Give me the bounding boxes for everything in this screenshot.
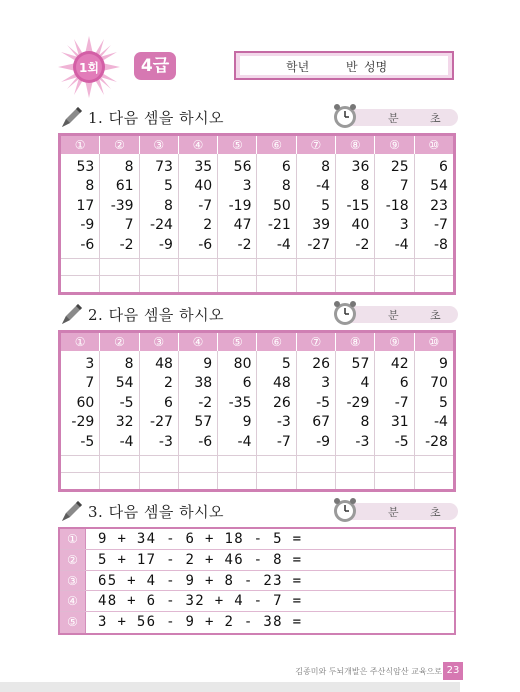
sun-round-badge — [58, 36, 120, 98]
problem-number: -5 — [316, 394, 331, 411]
section-3-timer — [330, 496, 458, 524]
answer-cell[interactable] — [140, 259, 179, 275]
problem-number: -28 — [425, 433, 448, 450]
problem-number: 57 — [194, 414, 213, 431]
problem-number: 5 — [163, 178, 173, 195]
column-number: ⑩ — [428, 335, 440, 349]
answer-cell[interactable] — [61, 276, 100, 292]
expression-row — [60, 571, 454, 592]
problem-column — [100, 154, 139, 258]
answer-row — [61, 275, 453, 292]
problem-number: 56 — [233, 159, 252, 175]
problem-number: 7 — [124, 217, 134, 234]
problem-number: 8 — [163, 197, 173, 214]
problem-number: -3 — [355, 433, 370, 450]
grid-header-row — [61, 136, 453, 154]
answer-cell[interactable] — [61, 473, 100, 489]
answer-cell[interactable] — [297, 473, 336, 489]
section-2-timer — [330, 299, 458, 327]
answer-row — [61, 472, 453, 489]
problem-number: 9 — [439, 356, 448, 372]
problem-number: -4 — [276, 236, 291, 253]
problem-number: -29 — [346, 394, 370, 411]
problem-number: 48 — [272, 375, 291, 392]
problem-number: 25 — [390, 159, 409, 175]
seconds-label: 초 — [430, 112, 441, 125]
problem-number: -6 — [198, 433, 213, 450]
problem-number: -5 — [394, 433, 409, 450]
column-number: ③ — [140, 136, 179, 154]
answer-cell[interactable] — [100, 259, 139, 275]
problem-number: 6 — [399, 375, 409, 392]
problem-column — [100, 351, 139, 455]
page-number: 23 — [443, 662, 463, 680]
problem-number: 67 — [312, 414, 331, 431]
problem-number: 17 — [76, 197, 95, 214]
problem-number: 5 — [281, 356, 291, 372]
problem-number: 3 — [85, 356, 95, 372]
problem-number: -9 — [80, 217, 95, 234]
problem-number: -4 — [316, 178, 331, 195]
problem-number: 2 — [163, 375, 173, 392]
problem-number: 8 — [85, 178, 95, 195]
problem-column — [415, 154, 453, 258]
column-number: ⑥ — [257, 136, 296, 154]
pencil-icon — [60, 105, 84, 129]
answer-cell[interactable] — [218, 259, 257, 275]
answer-cell[interactable] — [218, 276, 257, 292]
problem-number: 8 — [124, 159, 134, 175]
answer-cell[interactable] — [375, 456, 414, 472]
level-badge: 4급 — [134, 52, 176, 80]
class-label: 반 — [346, 60, 358, 74]
answer-cell[interactable] — [179, 456, 218, 472]
section-1-heading — [60, 104, 224, 130]
expression-row — [60, 529, 454, 550]
answer-cell[interactable] — [297, 259, 336, 275]
expression-number: ③ — [60, 571, 86, 591]
answer-cell[interactable] — [257, 276, 296, 292]
problem-number: 54 — [430, 178, 448, 195]
problem-column — [61, 154, 100, 258]
problem-number: 9 — [203, 356, 213, 372]
answer-cell[interactable] — [257, 456, 296, 472]
problem-column — [415, 351, 453, 455]
answer-cell[interactable] — [415, 276, 453, 292]
column-number: ⑨ — [375, 333, 414, 351]
expression-number: ⑤ — [60, 612, 86, 633]
section-1-title: 1. 다음 셈을 하시오 — [88, 108, 225, 127]
round-label: 1회 — [79, 61, 99, 75]
pencil-icon — [60, 302, 84, 326]
answer-cell[interactable] — [100, 276, 139, 292]
answer-cell[interactable] — [415, 456, 453, 472]
problem-number: 8 — [281, 178, 291, 195]
problem-number: -35 — [228, 394, 252, 411]
column-number: ⑨ — [375, 136, 414, 154]
answer-cell[interactable] — [218, 456, 257, 472]
problem-number: 3 — [242, 178, 252, 195]
problem-number: -19 — [228, 197, 252, 214]
expression-number: ① — [60, 529, 86, 549]
answer-cell[interactable] — [336, 276, 375, 292]
column-number: ① — [61, 333, 100, 351]
minutes-label: 분 — [388, 112, 399, 125]
problem-number: 42 — [390, 356, 409, 372]
answer-cell[interactable] — [375, 276, 414, 292]
problem-column — [336, 154, 375, 258]
problem-number: 6 — [163, 394, 173, 411]
problem-column — [375, 351, 414, 455]
pencil-icon — [60, 499, 84, 523]
answer-cell[interactable] — [61, 456, 100, 472]
problem-number: -29 — [71, 414, 95, 431]
problem-column — [218, 154, 257, 258]
problem-number: -2 — [119, 236, 134, 253]
problem-number: -4 — [394, 236, 409, 253]
footer-strip — [0, 682, 460, 692]
problem-number: 50 — [272, 197, 291, 214]
problem-number: -8 — [434, 236, 448, 253]
problem-number: 61 — [115, 178, 134, 195]
answer-cell[interactable] — [297, 456, 336, 472]
problem-number: -2 — [355, 236, 370, 253]
problem-number: 6 — [281, 159, 291, 175]
problem-number: -4 — [119, 433, 134, 450]
problem-number: 60 — [76, 394, 95, 411]
expression-text: 5 + 17 - 2 + 46 - 8 = — [98, 551, 303, 568]
column-number: ⑩ — [428, 138, 440, 152]
problem-number: -27 — [150, 414, 173, 431]
problem-number: 80 — [233, 356, 252, 372]
problem-column — [140, 351, 179, 455]
problem-number: 31 — [390, 414, 409, 431]
problem-number: 39 — [312, 217, 331, 234]
answer-cell[interactable] — [336, 456, 375, 472]
problem-number: 7 — [85, 375, 95, 392]
problem-number: 26 — [272, 394, 291, 411]
expression-text: 65 + 4 - 9 + 8 - 23 = — [98, 572, 303, 589]
problem-number: 2 — [203, 217, 213, 234]
problem-number: -39 — [110, 197, 134, 214]
answer-cell[interactable] — [336, 259, 375, 275]
problem-number: 4 — [360, 375, 370, 392]
problem-number: 8 — [360, 414, 370, 431]
problem-number: 7 — [399, 178, 409, 195]
answer-cell[interactable] — [415, 259, 453, 275]
problem-number: 48 — [155, 356, 173, 372]
problem-number: 70 — [430, 375, 448, 392]
answer-cell[interactable] — [336, 473, 375, 489]
answer-cell[interactable] — [140, 473, 179, 489]
problem-number: -4 — [237, 433, 252, 450]
expression-number: ④ — [60, 591, 86, 611]
problem-number: -9 — [158, 236, 173, 253]
problem-number: 9 — [242, 414, 252, 431]
answer-row — [61, 455, 453, 472]
alarm-clock-icon — [332, 299, 358, 327]
answer-cell[interactable] — [100, 473, 139, 489]
problem-column — [257, 351, 296, 455]
problem-number: 6 — [242, 375, 252, 392]
problem-number: -27 — [307, 236, 331, 253]
problem-number: -2 — [198, 394, 213, 411]
problem-column — [297, 351, 336, 455]
student-info-box — [234, 51, 454, 80]
problem-number: 26 — [312, 356, 331, 372]
problem-number: -7 — [198, 197, 213, 214]
problem-number: 3 — [399, 217, 409, 234]
problem-column — [257, 154, 296, 258]
problem-column — [140, 154, 179, 258]
answer-cell[interactable] — [179, 276, 218, 292]
alarm-clock-icon — [332, 102, 358, 130]
answer-cell[interactable] — [218, 473, 257, 489]
problem-number: 36 — [351, 159, 370, 175]
problem-number: 40 — [194, 178, 213, 195]
name-label: 성명 — [364, 60, 388, 74]
problem-column — [297, 154, 336, 258]
section-2-title: 2. 다음 셈을 하시오 — [88, 305, 225, 324]
expression-number: ② — [60, 550, 86, 570]
answer-row — [61, 258, 453, 275]
problem-column — [179, 154, 218, 258]
problem-number: 57 — [351, 356, 370, 372]
column-number: ④ — [179, 333, 218, 351]
expression-text: 3 + 56 - 9 + 2 - 38 = — [98, 614, 303, 631]
problem-number: 53 — [76, 159, 95, 175]
expression-row — [60, 591, 454, 612]
problem-number: 23 — [430, 197, 448, 214]
page-footer — [0, 662, 520, 692]
problem-number: -9 — [316, 433, 331, 450]
problem-number: 5 — [439, 394, 448, 411]
expression-row — [60, 612, 454, 633]
problem-number: -21 — [267, 217, 291, 234]
answer-cell[interactable] — [140, 456, 179, 472]
problem-number: 8 — [124, 356, 134, 372]
problem-number: 5 — [321, 197, 331, 214]
section-3-heading — [60, 498, 224, 524]
problem-number: 32 — [115, 414, 134, 431]
answer-cell[interactable] — [179, 259, 218, 275]
problem-number: 40 — [351, 217, 370, 234]
problem-number: -3 — [158, 433, 173, 450]
column-number: ⑥ — [257, 333, 296, 351]
answer-cell[interactable] — [415, 473, 453, 489]
seconds-label: 초 — [430, 506, 441, 519]
expression-text: 9 + 34 - 6 + 18 - 5 = — [98, 531, 303, 547]
problem-column — [375, 154, 414, 258]
problem-number: 54 — [115, 375, 134, 392]
problem-grid-1 — [58, 133, 456, 295]
problem-number: -6 — [198, 236, 213, 253]
answer-cell[interactable] — [179, 473, 218, 489]
column-number: ⑤ — [218, 136, 257, 154]
problem-number: 35 — [194, 159, 213, 175]
expression-text: 48 + 6 - 32 + 4 - 7 = — [98, 593, 303, 610]
expression-list — [58, 527, 456, 635]
problem-number: -3 — [276, 414, 291, 431]
column-number: ⑧ — [336, 136, 375, 154]
problem-column — [218, 351, 257, 455]
column-number: ⑦ — [297, 333, 336, 351]
problem-number: 38 — [194, 375, 213, 392]
problem-number: -2 — [237, 236, 252, 253]
problem-number: 8 — [360, 178, 370, 195]
answer-cell[interactable] — [257, 259, 296, 275]
column-number: ④ — [179, 136, 218, 154]
grade-label: 학년 — [286, 60, 310, 74]
answer-cell[interactable] — [297, 276, 336, 292]
problem-column — [179, 351, 218, 455]
column-number: ③ — [140, 333, 179, 351]
answer-cell[interactable] — [375, 473, 414, 489]
problem-number: -7 — [434, 217, 448, 234]
column-number: ⑦ — [297, 136, 336, 154]
problem-column — [61, 351, 100, 455]
column-number: ① — [61, 136, 100, 154]
problem-number: -18 — [385, 197, 409, 214]
problem-grid-2 — [58, 330, 456, 492]
problem-number: 47 — [233, 217, 252, 234]
problem-number: 8 — [321, 159, 331, 175]
grid-problem-row — [61, 154, 453, 258]
problem-number: -15 — [346, 197, 370, 214]
column-number: ② — [100, 333, 139, 351]
section-2-heading — [60, 301, 224, 327]
section-1-timer — [330, 102, 458, 130]
answer-cell[interactable] — [375, 259, 414, 275]
problem-number: 6 — [439, 159, 448, 175]
answer-cell[interactable] — [100, 456, 139, 472]
answer-cell[interactable] — [140, 276, 179, 292]
section-3-title: 3. 다음 셈을 하시오 — [88, 502, 225, 521]
problem-number: -24 — [150, 217, 173, 234]
problem-number: -6 — [80, 236, 95, 253]
minutes-label: 분 — [388, 309, 399, 322]
problem-number: 3 — [321, 375, 331, 392]
problem-number: -5 — [80, 433, 95, 450]
expression-row — [60, 550, 454, 571]
problem-number: 73 — [155, 159, 173, 175]
answer-cell[interactable] — [257, 473, 296, 489]
column-number: ⑤ — [218, 333, 257, 351]
problem-number: -7 — [276, 433, 291, 450]
problem-number: -7 — [394, 394, 409, 411]
minutes-label: 분 — [388, 506, 399, 519]
problem-number: -5 — [119, 394, 134, 411]
answer-cell[interactable] — [61, 259, 100, 275]
alarm-clock-icon — [332, 496, 358, 524]
seconds-label: 초 — [430, 309, 441, 322]
problem-column — [336, 351, 375, 455]
column-number: ② — [100, 136, 139, 154]
problem-number: -4 — [434, 414, 448, 431]
grid-problem-row — [61, 351, 453, 455]
grid-header-row — [61, 333, 453, 351]
column-number: ⑧ — [336, 333, 375, 351]
footer-caption: 김종미와 두뇌개발은 주산식암산 교육으로 — [295, 667, 442, 676]
